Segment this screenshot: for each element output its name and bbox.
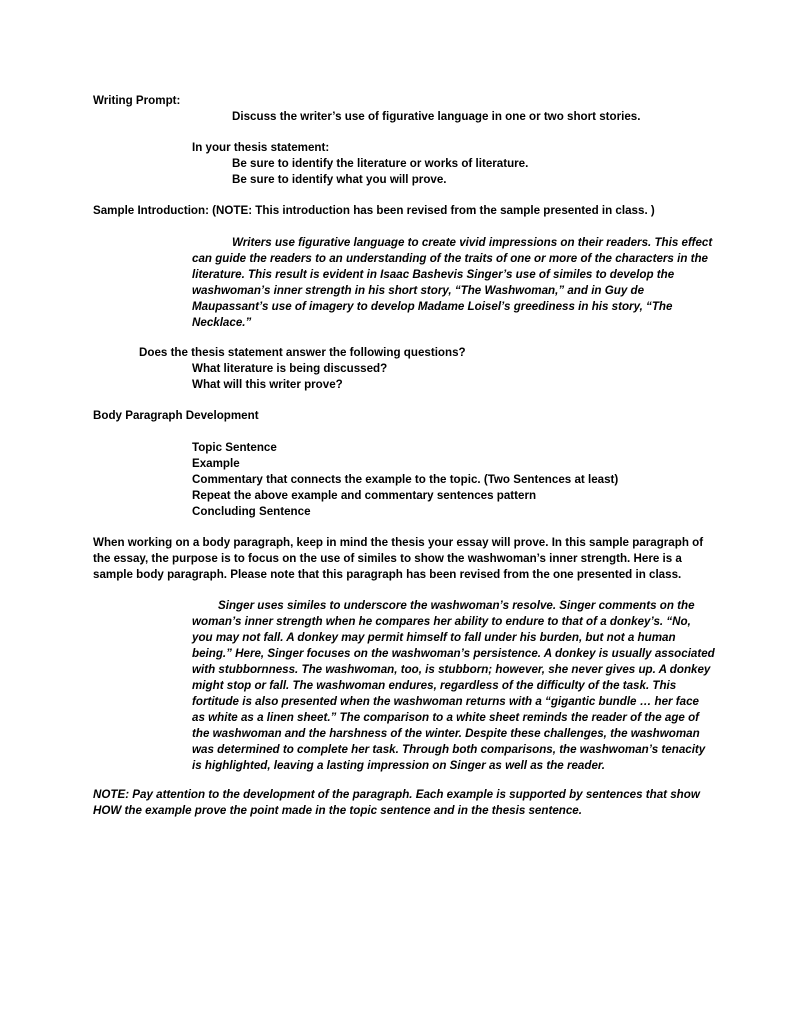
thesis-heading: In your thesis statement:	[192, 141, 330, 154]
intro-line: Necklace.”	[192, 316, 252, 329]
structure-item: Concluding Sentence	[192, 505, 311, 518]
question-item: What will this writer prove?	[192, 378, 343, 391]
note-line: NOTE: Pay attention to the development of the paragraph. Each example is supported by sentences that show	[93, 788, 700, 801]
prompt-text: Discuss the writer’s use of figurative language in one or two short stories.	[232, 110, 641, 123]
body-line: being.” Here, Singer focuses on the washwoman’s persistence. A donkey is usually associated	[192, 647, 715, 660]
body-line: with stubbornness. The washwoman, too, is stubborn; however, she never gives up. A donkey	[192, 663, 711, 676]
intro-line: literature. This result is evident in Isaac Bashevis Singer’s use of similes to develop the	[192, 268, 675, 281]
body-line: Singer uses similes to underscore the washwoman’s resolve. Singer comments on the	[218, 599, 695, 612]
thesis-point: Be sure to identify what you will prove.	[232, 173, 447, 186]
note-line: HOW the example prove the point made in the topic sentence and in the thesis sentence.	[93, 804, 582, 817]
explanation-line: sample body paragraph. Please note that this paragraph has been revised from the one presented in class.	[93, 568, 682, 581]
body-line: the washwoman and the harshness of the winter. Despite these challenges, the washwoman	[192, 727, 700, 740]
explanation-paragraph	[93, 535, 703, 583]
structure-item: Commentary that connects the example to the topic. (Two Sentences at least)	[192, 473, 619, 486]
question-item: What literature is being discussed?	[192, 362, 388, 375]
body-line: was determined to complete her task. Through both comparisons, the washwoman’s tenacity	[192, 743, 706, 756]
sample-intro-heading: Sample Introduction: (NOTE: This introduction has been revised from the sample presented in class. )	[93, 204, 655, 217]
explanation-line: the essay, the purpose is to focus on the use of similes to show the washwoman’s inner strength. Here is a	[93, 552, 682, 565]
questions-heading: Does the thesis statement answer the following questions?	[139, 346, 466, 359]
sample-intro-paragraph	[192, 235, 712, 331]
body-line: fortitude is also presented when the washwoman returns with a “gigantic bundle … her face	[192, 695, 699, 708]
intro-line: Writers use figurative language to create vivid impressions on their readers. This effect	[232, 236, 713, 249]
body-heading: Body Paragraph Development	[93, 409, 259, 422]
structure-item: Topic Sentence	[192, 441, 277, 454]
body-line: woman’s inner strength when he compares her ability to endure to that of a donkey’s. “No,	[192, 615, 691, 628]
structure-item: Example	[192, 457, 240, 470]
intro-line: washwoman’s inner strength in his short story, “The Washwoman,” and in Guy de	[192, 284, 645, 297]
sample-body-paragraph	[192, 598, 715, 774]
body-line: is highlighted, leaving a lasting impression on Singer as well as the reader.	[192, 759, 605, 772]
intro-line: Maupassant’s use of imagery to develop Madame Loisel’s greediness in his story, “The	[192, 300, 673, 313]
structure-item: Repeat the above example and commentary sentences pattern	[192, 489, 537, 502]
note-paragraph	[93, 787, 700, 819]
prompt-heading: Writing Prompt:	[93, 94, 181, 107]
body-line: you may not fall. A donkey may permit himself to fall under his burden, but not a human	[192, 631, 676, 644]
body-line: might stop or fall. The washwoman endures, regardless of the difficulty of the task. This	[192, 679, 677, 692]
thesis-point: Be sure to identify the literature or works of literature.	[232, 157, 529, 170]
explanation-line: When working on a body paragraph, keep in mind the thesis your essay will prove. In this sample paragraph of	[93, 536, 704, 549]
body-line: as white as a linen sheet.” The comparison to a white sheet reminds the reader of the age of	[192, 711, 700, 724]
intro-line: can guide the readers to an understanding of the traits of one or more of the characters in the	[192, 252, 709, 265]
